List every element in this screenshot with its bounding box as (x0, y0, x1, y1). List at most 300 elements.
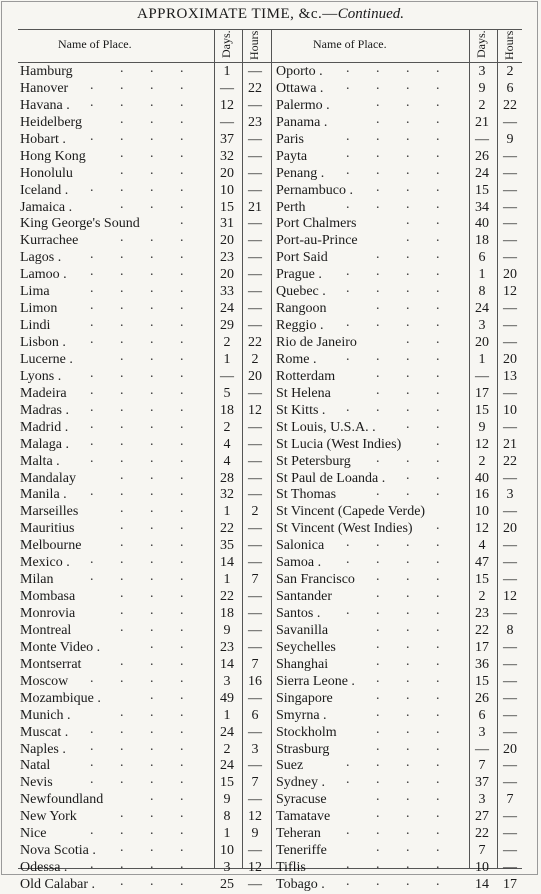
place-name: Madeira (20, 385, 67, 401)
leader-dot: . (180, 179, 184, 195)
hours-value: — (503, 707, 517, 723)
days-value: 14 (475, 877, 489, 892)
place-name: Hong Kong (20, 148, 86, 164)
leader-dot: . (376, 365, 380, 381)
hours-value: — (248, 470, 262, 486)
leader-dot: . (376, 619, 380, 635)
hours-value: — (248, 724, 262, 740)
leader-dot: . (436, 789, 440, 805)
leader-dot: . (436, 382, 440, 398)
place-name: Nevis (20, 775, 53, 791)
days-value: 28 (220, 470, 234, 486)
leader-dot: . (120, 281, 124, 297)
leader-dot: . (436, 179, 440, 195)
leader-dot: . (150, 145, 154, 161)
leader-dot: . (150, 738, 154, 754)
leader-dot: . (150, 535, 154, 551)
hours-value: 7 (251, 775, 259, 791)
table-row (20, 535, 270, 555)
days-value: — (220, 114, 234, 130)
leader-dot: . (436, 823, 440, 839)
place-name: Monte Video . (20, 639, 101, 655)
hours-value: — (503, 504, 517, 520)
table-row (276, 298, 526, 318)
hours-value: — (248, 606, 262, 621)
hours-value: 17 (503, 877, 517, 892)
leader-dot: . (406, 840, 410, 856)
leader-dot: . (406, 738, 410, 754)
table-row (276, 467, 526, 488)
leader-dot: . (180, 636, 184, 652)
place-name: Lyons . (20, 368, 62, 384)
leader-dot: . (90, 823, 94, 839)
days-value: 26 (475, 148, 489, 164)
leader-dot: . (436, 619, 440, 635)
days-value: 47 (475, 555, 489, 571)
leader-dot: . (436, 603, 440, 618)
place-name: Montreal (20, 622, 72, 638)
leader-dot: . (376, 94, 380, 110)
hours-value: 20 (248, 368, 262, 384)
days-value: 2 (478, 453, 486, 469)
days-value: 23 (220, 639, 234, 655)
leader-dot: . (376, 77, 380, 93)
place-name: Lindi (20, 318, 51, 334)
place-name: Perth (276, 199, 306, 215)
place-name: St Petersburg (276, 453, 351, 469)
leader-dot: . (406, 179, 410, 195)
hours-value: 2 (251, 351, 259, 367)
leader-dot: . (90, 433, 94, 449)
leader-dot: . (436, 416, 440, 432)
table-row (276, 382, 526, 403)
leader-dot: . (406, 230, 410, 246)
leader-dot: . (150, 179, 154, 195)
days-value: 3 (478, 318, 486, 334)
hours-value: — (248, 436, 262, 452)
table-row (20, 264, 270, 284)
hours-value: — (248, 843, 262, 859)
leader-dot: . (180, 586, 184, 602)
leader-dot: . (90, 179, 94, 195)
leader-dot: . (436, 806, 440, 822)
leader-dot: . (150, 433, 154, 449)
leader-dot: . (376, 399, 380, 415)
days-value: 6 (478, 707, 486, 723)
days-value: 15 (220, 775, 234, 791)
leader-dot: . (180, 213, 184, 229)
leader-dot: . (436, 128, 440, 144)
hours-value: — (503, 639, 517, 655)
hours-value: 12 (248, 809, 262, 825)
leader-dot: . (150, 416, 154, 432)
place-name: Limon (20, 301, 58, 317)
leader-dot: . (180, 535, 184, 551)
table-row (20, 806, 270, 826)
hours-value: — (248, 385, 262, 401)
hours-value: 20 (503, 521, 517, 537)
place-name: Old Calabar . (20, 877, 96, 892)
leader-dot: . (180, 484, 184, 500)
leader-dot: . (436, 518, 440, 534)
leader-dot: . (406, 450, 410, 466)
hours-value: — (248, 318, 262, 334)
table-row (20, 247, 270, 267)
leader-dot: . (180, 348, 184, 364)
leader-dot: . (180, 450, 184, 466)
place-name: Naples . (20, 741, 66, 757)
leader-dot: . (150, 332, 154, 347)
leader-dot: . (120, 484, 124, 500)
leader-dot: . (436, 77, 440, 93)
leader-dot: . (180, 61, 184, 76)
days-value: 3 (478, 64, 486, 79)
leader-dot: . (406, 196, 410, 212)
table-row (20, 687, 270, 708)
table-row (276, 484, 526, 504)
days-value: 9 (223, 622, 231, 638)
days-value: 4 (223, 436, 231, 452)
leader-dot: . (406, 857, 410, 873)
leader-dot: . (376, 247, 380, 263)
leader-dot: . (346, 196, 350, 212)
leader-dot: . (376, 450, 380, 466)
leader-dot: . (180, 230, 184, 246)
place-name: Malaga . (20, 436, 69, 452)
table-row (276, 162, 526, 183)
leader-dot: . (120, 874, 124, 889)
days-value: 37 (475, 775, 489, 791)
leader-dot: . (376, 569, 380, 585)
days-value: 20 (475, 335, 489, 350)
leader-dot: . (180, 247, 184, 263)
leader-dot: . (120, 857, 124, 873)
leader-dot: . (150, 281, 154, 297)
leader-dot: . (376, 535, 380, 551)
place-name: Oporto . (276, 64, 323, 79)
place-name: Port Said (276, 250, 328, 266)
leader-dot: . (90, 552, 94, 568)
leader-dot: . (376, 586, 380, 602)
table-row (20, 467, 270, 488)
hours-value: — (503, 809, 517, 825)
leader-dot: . (150, 823, 154, 839)
leader-dot: . (436, 535, 440, 551)
days-value: 1 (478, 267, 486, 283)
leader-dot: . (180, 755, 184, 771)
leader-dot: . (120, 721, 124, 737)
right-days-header: Days. (474, 30, 488, 58)
leader-dot: . (150, 755, 154, 771)
leader-dot: . (150, 247, 154, 263)
days-value: 34 (475, 199, 489, 215)
place-name: Lima (20, 284, 50, 300)
leader-dot: . (180, 772, 184, 788)
place-name: Melbourne (20, 538, 82, 554)
leader-dot: . (436, 111, 440, 127)
days-value: 8 (223, 809, 231, 825)
leader-dot: . (406, 332, 410, 347)
hours-value: — (503, 724, 517, 740)
place-name: Savanilla (276, 622, 329, 638)
hours-value: — (503, 826, 517, 842)
table-row (20, 213, 270, 233)
leader-dot: . (376, 179, 380, 195)
days-value: 18 (475, 233, 489, 249)
table-row (20, 738, 270, 759)
days-value: — (475, 368, 489, 384)
place-name: St Kitts . (276, 402, 326, 418)
leader-dot: . (180, 382, 184, 398)
leader-dot: . (376, 552, 380, 568)
days-value: 9 (223, 792, 231, 808)
leader-dot: . (346, 857, 350, 873)
table-row (276, 213, 526, 233)
place-name: Milan (20, 572, 54, 588)
hours-value: — (248, 131, 262, 147)
place-name: Teneriffe (276, 843, 327, 859)
leader-dot: . (376, 687, 380, 703)
hours-value: — (503, 148, 517, 164)
leader-dot: . (120, 518, 124, 534)
leader-dot: . (346, 264, 350, 280)
hours-value: — (503, 656, 517, 672)
leader-dot: . (90, 315, 94, 331)
leader-dot: . (90, 77, 94, 93)
place-name: Jamaica . (20, 199, 73, 215)
place-name: Strasburg (276, 741, 330, 757)
days-value: 20 (220, 233, 234, 249)
leader-dot: . (436, 399, 440, 415)
leader-dot: . (120, 535, 124, 551)
table-row (276, 230, 526, 250)
place-name: Suez (276, 758, 304, 774)
right-hours-header: Hours (502, 30, 516, 60)
leader-dot: . (150, 111, 154, 127)
hours-value: — (503, 301, 517, 317)
leader-dot: . (150, 61, 154, 76)
place-name: Madrid . (20, 419, 69, 435)
leader-dot: . (180, 603, 184, 618)
leader-dot: . (346, 77, 350, 93)
place-name: Odessa . (20, 860, 68, 876)
hours-value: — (248, 419, 262, 435)
leader-dot: . (90, 264, 94, 280)
leader-dot: . (120, 332, 124, 347)
leader-dot: . (150, 162, 154, 178)
leader-dot: . (120, 348, 124, 364)
days-value: 5 (223, 385, 231, 401)
place-name: Sydney . (276, 775, 325, 791)
leader-dot: . (436, 94, 440, 110)
leader-dot: . (436, 298, 440, 314)
leader-dot: . (406, 264, 410, 280)
days-value: 3 (223, 673, 231, 689)
leader-dot: . (436, 772, 440, 788)
days-value: 32 (220, 148, 234, 164)
days-value: 6 (478, 250, 486, 266)
leader-dot: . (346, 823, 350, 839)
hours-value: 22 (248, 335, 262, 350)
leader-dot: . (346, 874, 350, 889)
left-name-header: Name of Place. (58, 37, 132, 51)
hours-value: — (503, 470, 517, 486)
leader-dot: . (436, 332, 440, 347)
hours-value: — (248, 267, 262, 283)
place-name: Samoa . (276, 555, 322, 571)
leader-dot: . (150, 77, 154, 93)
table-row (20, 315, 270, 335)
leader-dot: . (150, 840, 154, 856)
leader-dot: . (376, 61, 380, 76)
hours-value: — (248, 538, 262, 554)
leader-dot: . (436, 670, 440, 686)
days-value: 1 (223, 572, 231, 588)
place-name: Hanover (20, 80, 69, 96)
leader-dot: . (376, 196, 380, 212)
table-row (276, 433, 526, 454)
leader-dot: . (180, 399, 184, 415)
leader-dot: . (150, 399, 154, 415)
hours-value: 12 (503, 284, 517, 300)
leader-dot: . (120, 670, 124, 686)
days-value: 15 (475, 572, 489, 588)
leader-dot: . (150, 569, 154, 585)
table-row (20, 348, 270, 369)
table-row (20, 772, 270, 792)
table-row (276, 196, 526, 217)
days-value: 1 (223, 64, 231, 79)
leader-dot: . (90, 94, 94, 110)
place-name: Mexico . (20, 555, 70, 571)
leader-dot: . (406, 94, 410, 110)
leader-dot: . (180, 687, 184, 703)
leader-dot: . (90, 399, 94, 415)
table-row (20, 128, 270, 149)
table-row (276, 128, 526, 149)
hours-value: 12 (503, 589, 517, 605)
hours-value: — (248, 521, 262, 537)
days-value: 2 (223, 335, 231, 350)
table-row (276, 789, 526, 809)
leader-dot: . (406, 281, 410, 297)
leader-dot: . (436, 586, 440, 602)
days-value: 2 (223, 741, 231, 757)
days-value: 10 (220, 182, 234, 198)
place-name: Iceland . (20, 182, 69, 198)
table-row (276, 603, 526, 623)
leader-dot: . (180, 619, 184, 635)
table-row (20, 721, 270, 742)
place-name: Santander (276, 589, 332, 605)
days-value: 18 (220, 606, 234, 621)
leader-dot: . (436, 213, 440, 229)
leader-dot: . (120, 77, 124, 93)
leader-dot: . (406, 382, 410, 398)
table-row (20, 399, 270, 420)
days-value: 35 (220, 538, 234, 554)
place-name: Tamatave (276, 809, 331, 825)
leader-dot: . (120, 416, 124, 432)
hours-value: — (248, 555, 262, 571)
leader-dot: . (120, 467, 124, 483)
place-name: Rotterdam (276, 368, 336, 384)
leader-dot: . (180, 162, 184, 178)
left-column (20, 61, 270, 894)
table-row (20, 586, 270, 606)
leader-dot: . (90, 332, 94, 347)
leader-dot: . (376, 111, 380, 127)
table-row (20, 704, 270, 725)
leader-dot: . (436, 264, 440, 280)
leader-dot: . (406, 162, 410, 178)
days-value: 1 (223, 351, 231, 367)
leader-dot: . (406, 772, 410, 788)
table-row (276, 450, 526, 471)
hours-value: 12 (248, 402, 262, 418)
leader-dot: . (120, 619, 124, 635)
hours-value: 3 (506, 487, 514, 503)
leader-dot: . (406, 484, 410, 500)
leader-dot: . (406, 704, 410, 720)
hours-value: — (248, 877, 262, 892)
leader-dot: . (150, 298, 154, 314)
hours-value: — (248, 97, 262, 113)
leader-dot: . (150, 552, 154, 568)
leader-dot: . (180, 789, 184, 805)
leader-dot: . (150, 721, 154, 737)
table-row (20, 619, 270, 640)
place-name: Palermo . (276, 97, 330, 113)
hours-value: — (248, 64, 262, 79)
leader-dot: . (150, 315, 154, 331)
leader-dot: . (180, 806, 184, 822)
table-row (20, 77, 270, 98)
table-row (20, 450, 270, 471)
table-row (20, 552, 270, 572)
leader-dot: . (90, 247, 94, 263)
leader-dot: . (150, 94, 154, 110)
place-name: Marseilles (20, 504, 79, 520)
leader-dot: . (406, 111, 410, 127)
leader-dot: . (376, 315, 380, 331)
hours-value: 9 (506, 131, 514, 147)
place-name: Mauritius (20, 521, 75, 537)
leader-dot: . (436, 840, 440, 856)
days-value: 17 (475, 639, 489, 655)
days-value: 1 (223, 707, 231, 723)
leader-dot: . (180, 196, 184, 212)
leader-dot: . (150, 264, 154, 280)
table-row (276, 874, 526, 894)
table-row (276, 670, 526, 691)
table-row (20, 298, 270, 318)
center-divider (271, 29, 272, 868)
leader-dot: . (180, 128, 184, 144)
place-name: Syracuse (276, 792, 327, 808)
days-value: 22 (220, 589, 234, 605)
days-value: 24 (220, 758, 234, 774)
leader-dot: . (120, 179, 124, 195)
table-row (276, 111, 526, 132)
leader-dot: . (150, 365, 154, 381)
place-name: Lucerne . (20, 351, 73, 367)
leader-dot: . (436, 552, 440, 568)
place-name: San Francisco (276, 572, 355, 588)
leader-dot: . (90, 450, 94, 466)
days-value: 33 (220, 284, 234, 300)
table-row (276, 179, 526, 200)
